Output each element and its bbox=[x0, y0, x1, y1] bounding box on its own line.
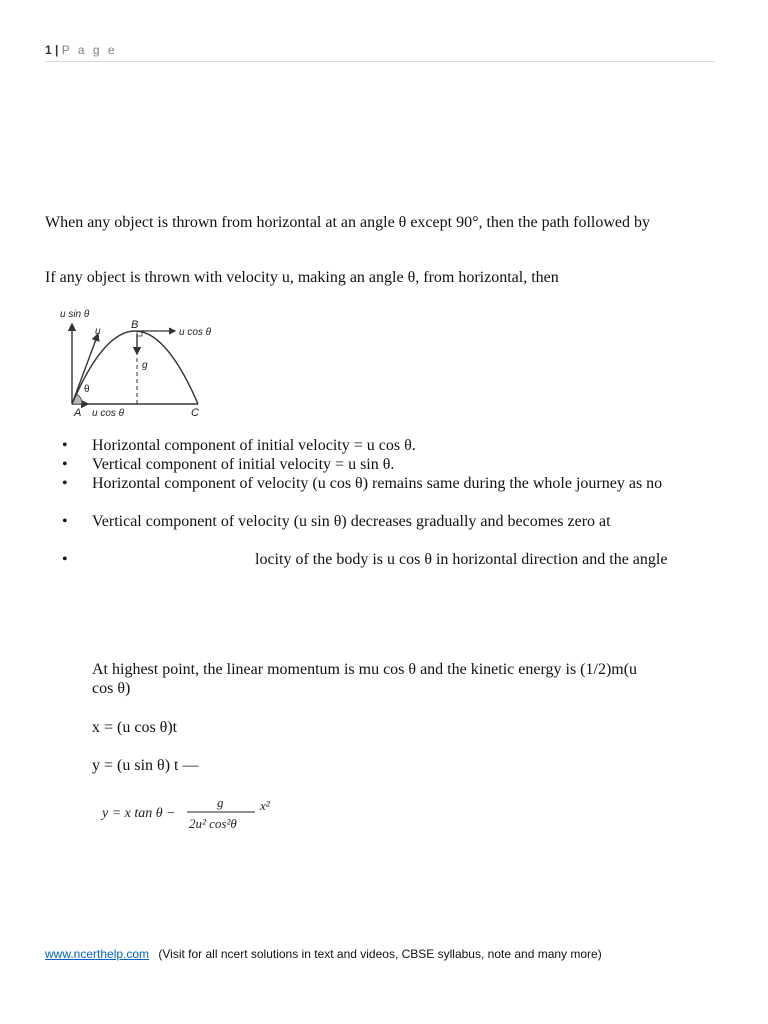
bullet-item: • bbox=[62, 456, 68, 473]
highest-point-line1: At highest point, the linear momentum is mu cos θ and the kinetic energy is (1/2)m(u bbox=[92, 661, 638, 678]
velocity-line: If any object is thrown with velocity u, making an angle θ, from horizontal, then bbox=[45, 269, 559, 286]
footer-link[interactable]: www.ncerthelp.com bbox=[45, 947, 150, 961]
label-A: A bbox=[74, 407, 82, 419]
page-separator: | bbox=[55, 43, 59, 57]
label-theta: θ bbox=[84, 384, 90, 395]
highest-point-line2: cos θ) bbox=[92, 680, 131, 697]
trajectory-curve bbox=[72, 331, 198, 404]
formula-denominator: 2u² cos²θ bbox=[189, 816, 237, 831]
label-B: B bbox=[131, 319, 139, 331]
label-ucos-top: u cos θ bbox=[179, 327, 212, 338]
equation-y: y = (u sin θ) t — bbox=[92, 757, 199, 774]
bullet-text: Vertical component of velocity (u sin θ) decreases gradually and becomes zero at bbox=[92, 513, 611, 530]
footer-text: (Visit for all ncert solutions in text and videos, CBSE syllabus, note and many more) bbox=[158, 947, 602, 961]
page-word: P a g e bbox=[61, 43, 118, 57]
label-ucos-bottom: u cos θ bbox=[92, 408, 125, 419]
label-C: C bbox=[191, 407, 199, 419]
page-number: 1 bbox=[45, 43, 52, 57]
page-footer bbox=[45, 947, 602, 961]
bullet-item: • bbox=[62, 475, 68, 492]
bullet-item: • bbox=[62, 551, 68, 568]
label-usin: u sin θ bbox=[60, 309, 90, 320]
bullet-text: locity of the body is u cos θ in horizontal direction and the angle bbox=[255, 551, 668, 568]
formula-numerator: g bbox=[217, 795, 224, 810]
label-g: g bbox=[142, 360, 148, 371]
formula-lhs: y = x tan θ − bbox=[102, 806, 176, 821]
bullet-item: • bbox=[62, 513, 68, 530]
intro-line: When any object is thrown from horizontal at an angle θ except 90°, then the path followed by bbox=[45, 214, 650, 231]
trajectory-formula bbox=[100, 790, 280, 838]
bullet-item: • bbox=[62, 437, 68, 454]
formula-rhs: x² bbox=[260, 798, 270, 813]
equation-x: x = (u cos θ)t bbox=[92, 719, 178, 736]
bullet-text: Horizontal component of initial velocity = u cos θ. bbox=[92, 437, 416, 454]
page-header bbox=[45, 43, 715, 62]
bullet-text: Vertical component of initial velocity = u sin θ. bbox=[92, 456, 395, 473]
bullet-text: Horizontal component of velocity (u cos θ) remains same during the whole journey as no bbox=[92, 475, 663, 492]
label-u: u bbox=[95, 326, 101, 337]
projectile-diagram bbox=[58, 302, 228, 422]
